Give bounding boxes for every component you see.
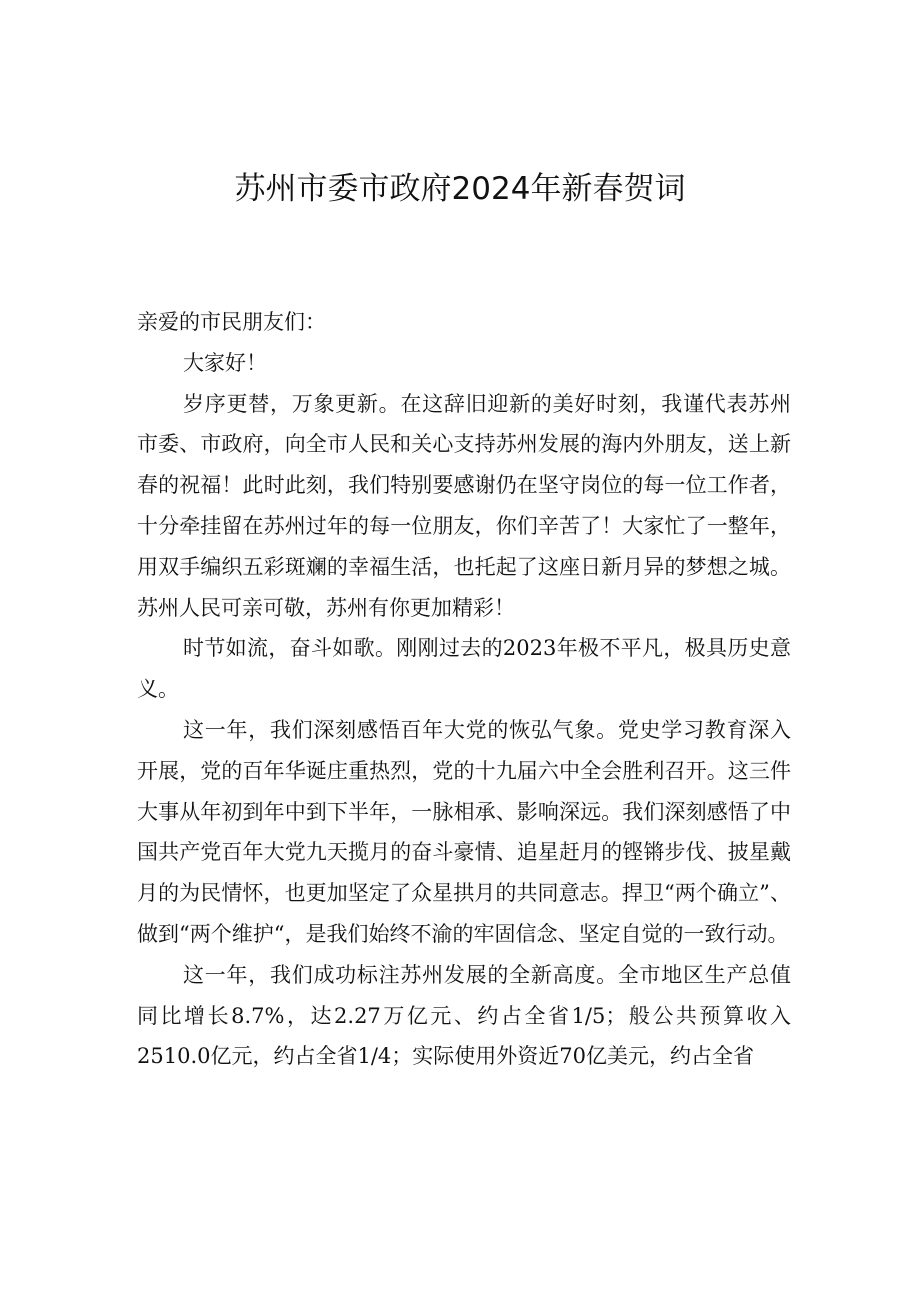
paragraph-economic-development: 这一年，我们成功标注苏州发展的全新高度。全市地区生产总值同比增长8.7%，达2.27万亿元、约占全省1/5；般公共预算收入2510.0亿元，约占全省1/4；实际使用外资近70亿美元，约占全省 bbox=[137, 962, 791, 1069]
paragraph-review-intro: 时节如流，奋斗如歌。刚刚过去的2023年极不平凡，极具历史意义。 bbox=[137, 636, 791, 702]
document-body bbox=[137, 302, 791, 1077]
paragraph-new-year-wishes: 岁序更替，万象更新。在这辞旧迎新的美好时刻，我谨代表苏州市委、市政府，向全市人民和关心支持苏州发展的海内外朋友，送上新春的祝福！此时此刻，我们特别要感谢仍在坚守岗位的每一位工作者，十分牵挂留在苏州过年的每一位朋友，你们辛苦了！大家忙了一整年，用双手编织五彩斑斓的幸福生活，也托起了这座日新月异的梦想之城。苏州人民可亲可敬，苏州有你更加精彩！ bbox=[137, 391, 791, 620]
document-title: 苏州市委市政府2024年新春贺词 bbox=[234, 171, 686, 207]
paragraph-greeting: 大家好！ bbox=[183, 350, 267, 375]
salutation: 亲爱的市民朋友们： bbox=[137, 310, 326, 334]
paragraph-party-history: 这一年，我们深刻感悟百年大党的恢弘气象。党史学习教育深入开展，党的百年华诞庄重热烈，党的十九届六中全会胜利召开。这三件大事从年初到年中到下半年，一脉相承、影响深远。我们深刻感悟了中国共产党百年大党九天揽月的奋斗豪情、追星赶月的铿锵步伐、披星戴月的为民情怀，也更加坚定了众星拱月的共同意志。捍卫“两个确立”、做到“两个维护“，是我们始终不渝的牢固信念、坚定自觉的一致行动。 bbox=[137, 717, 791, 946]
